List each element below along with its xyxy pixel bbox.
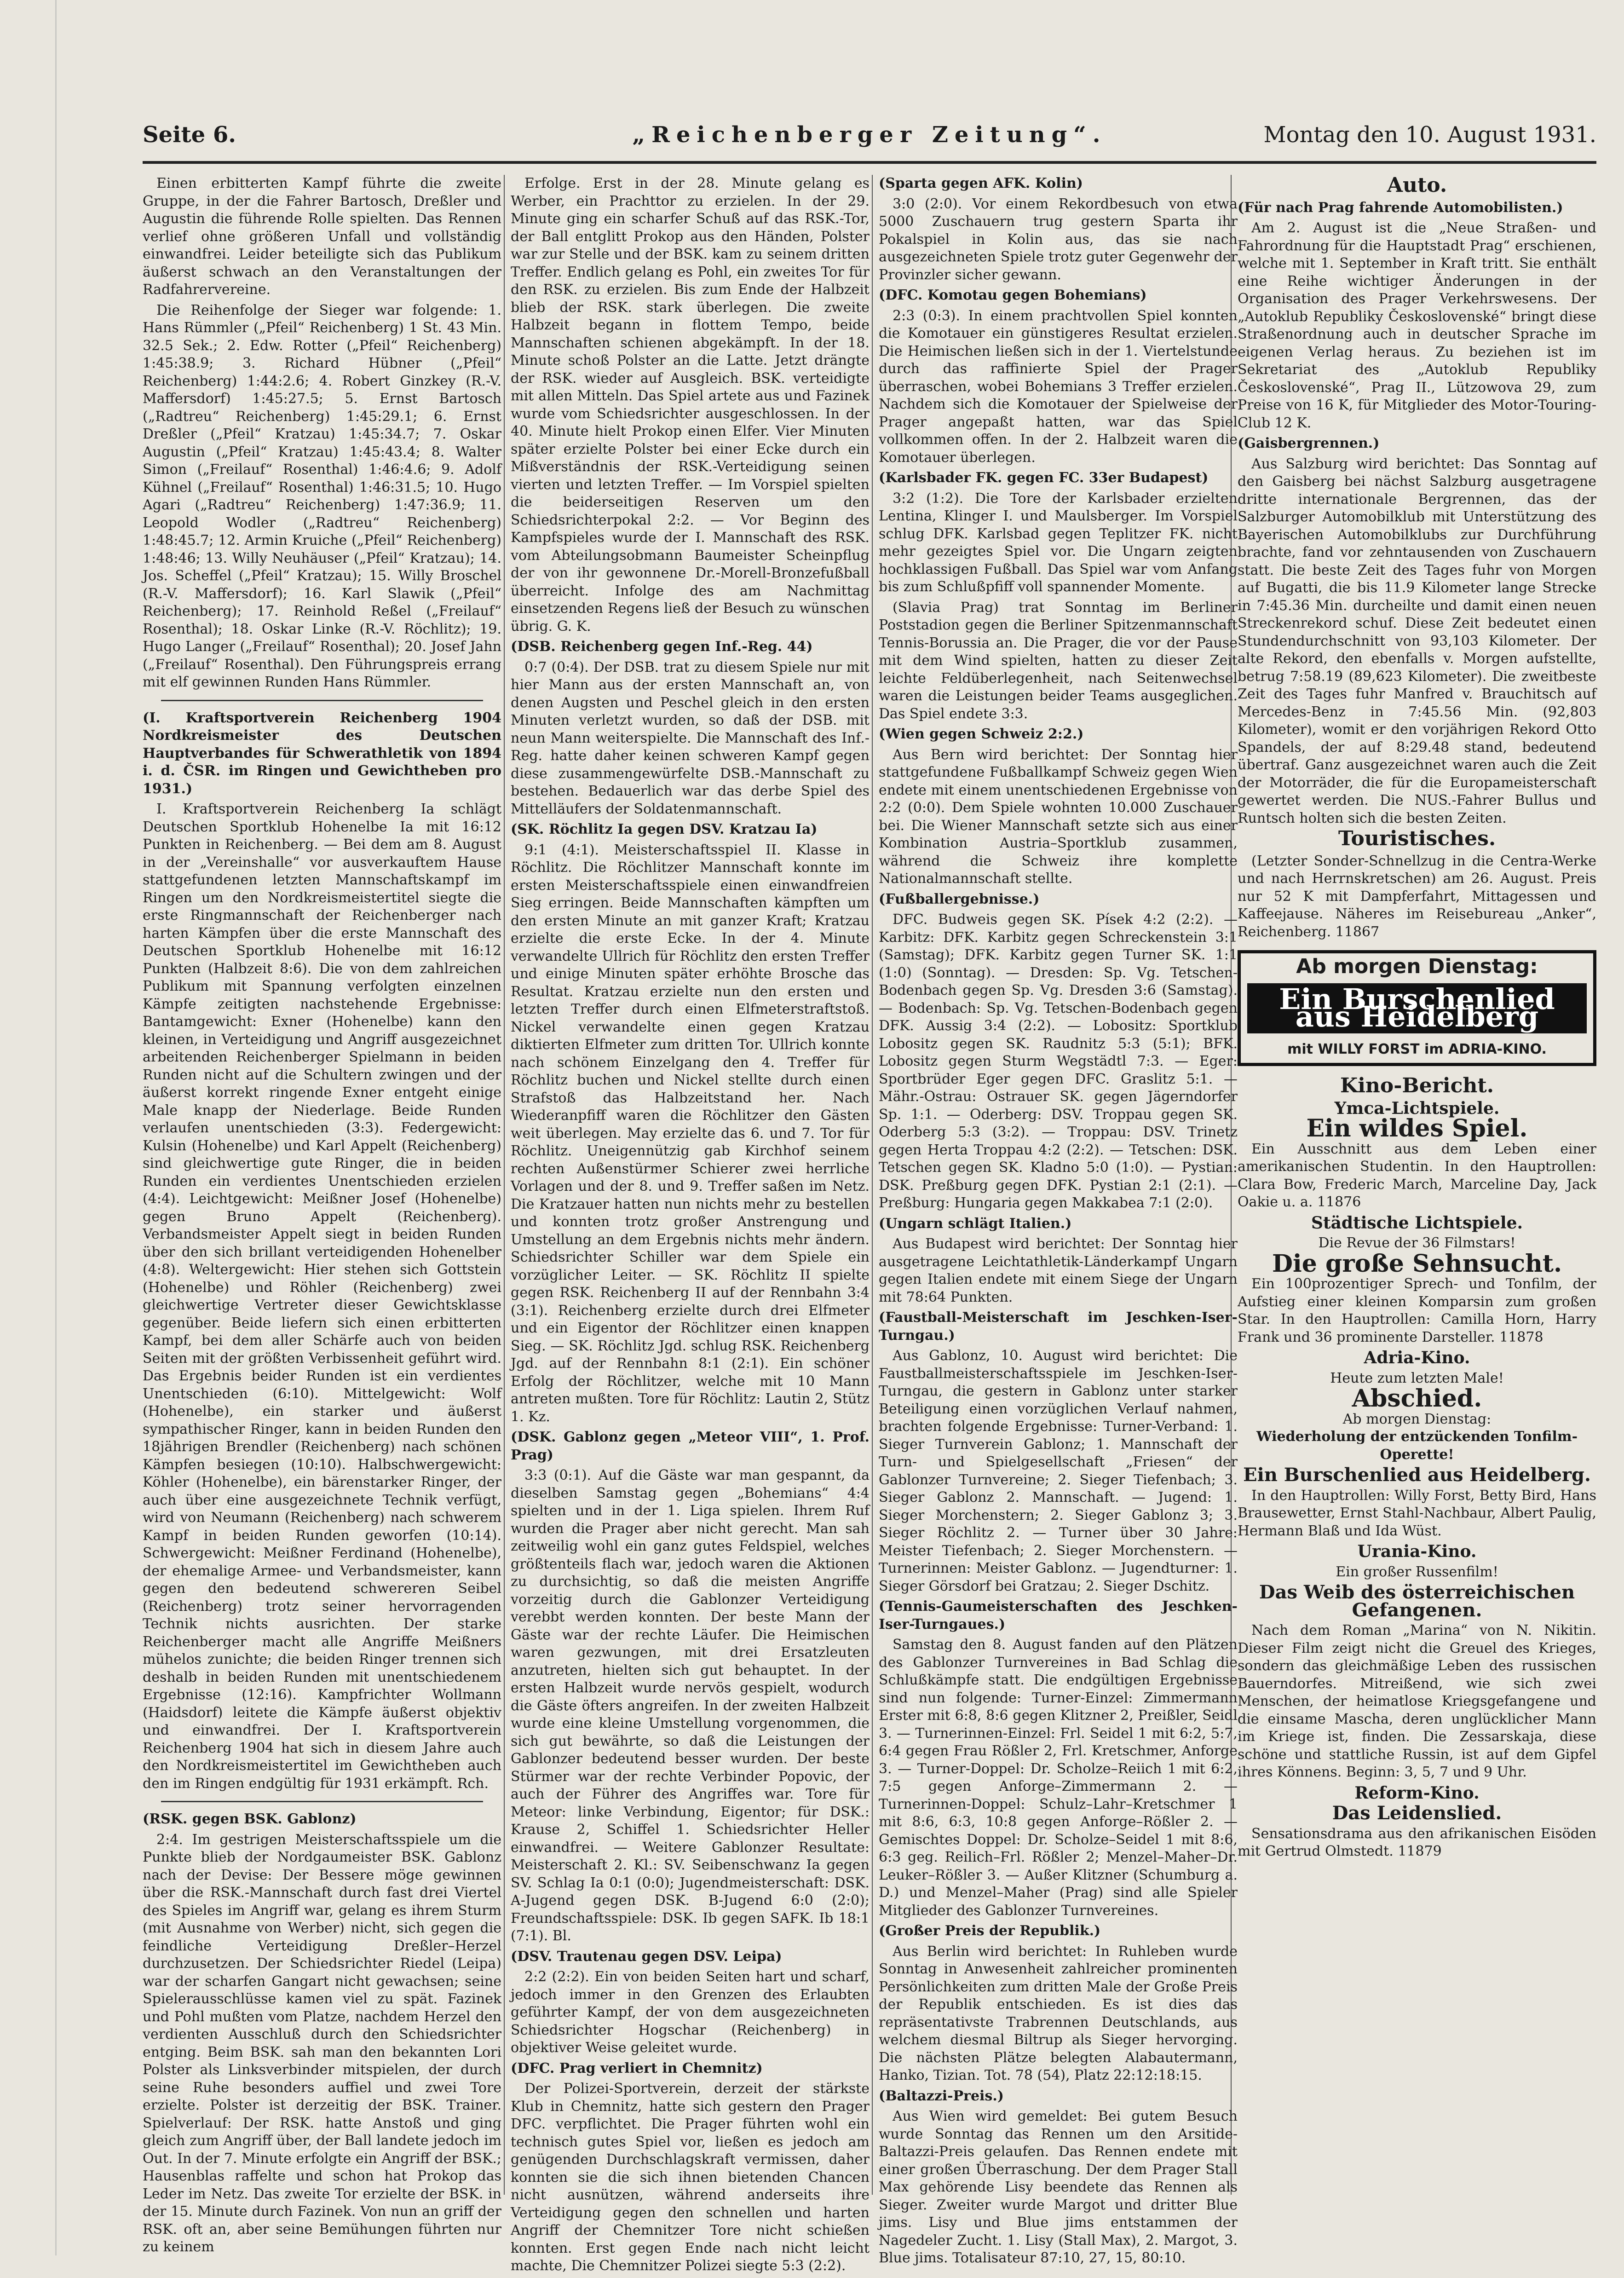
article-paragraph: Aus Bern wird berichtet: Der Sonntag hier stattgefundene Fußballkampf Schweiz gegen Wien endete mit einem unentschiedenen Ergebnisse von 2:2 (0:0). Dem Spiele wohnten 10.000 Zuschauer bei. Die Wiener Mannschaft setzte sich aus einer Kombination Austria–Sportklub zusammen, während die Schweiz ihre komplette Nationalmannschaft stellte. (879, 746, 1238, 887)
section-title-kino: Kino-Bericht. (1340, 1074, 1494, 1097)
column-1 (143, 175, 501, 2259)
article-heading: (Großer Preis der Republik.) (879, 1923, 1101, 1939)
film-description: Ein Ausschnitt aus dem Leben einer amerikanischen Studentin. In den Hauptrollen: Clara Bow, Frederic March, Marceline Day, Jack Oakie u. a. 11876 (1238, 1141, 1596, 1210)
article-heading: (Wien gegen Schweiz 2:2.) (879, 726, 1084, 742)
article-paragraph: 3:3 (0:1). Auf die Gäste war man gespannt, da dieselben Samstag gegen „Bohemians“ 4:4 spielten und in der 1. Liga spielen. Ihrem Ruf wurden die Prager aber nicht gerecht. Man sah zeitweilig wohl ein ganz gutes Feldspiel, welches größtenteils flach war, jedoch waren die Aktionen zu durchsichtig, so daß die meisten Angriffe vorzeitig durch die Gablonzer Verteidigung verebbt werden konnten. Der beste Mann der Gäste war der rechte Läufer. Die Heimischen waren gezwungen, mit drei Ersatzleuten anzutreten, hielten sich gut behauptet. In der ersten Halbzeit wurde nervös gespielt, wodurch die Gäste öfters angreifen. In der zweiten Halbzeit wurde eine kleine Umstellung vorgenommen, die sich gut bewährte, so daß die Leistungen der Gablonzer bedeutend besser wurden. Der beste Stürmer war der rechte Verbinder Popovic, der auch der Führer des Angriffes war. Tore für Meteor: linke Verbindung, Eigentor; für DSK.: Krause 2, Schiffel 1. Schiedsrichter Heller einwandfrei. — Weitere Gablonzer Resultate: Meisterschaft 2. Kl.: SV. Seibenschwanz Ia gegen SV. Schlag Ia 0:1 (0:0); Jugendmeisterschaft: DSK. A-Jugend gegen DSK. B-Jugend 6:0 (2:0); Freundschaftsspiele: DSK. Ib gegen SAFK. Ib 18:1 (7:1). Bl. (511, 1467, 870, 1944)
article-divider (161, 700, 483, 701)
film-title: Abschied. (1352, 1384, 1482, 1413)
article-paragraph: Aus Budapest wird berichtet: Der Sonntag hier ausgetragene Leichtathletik-Länderkampf Ungarn gegen Italien endete mit einem Siege der Ungarn mit 78:64 Punkten. (879, 1236, 1238, 1305)
column-divider (872, 175, 873, 2195)
page-label: Seite 6. (143, 122, 236, 148)
section-title-touristisches: Touristisches. (1338, 827, 1496, 850)
article-heading: (I. Kraftsportverein Reichenberg 1904 Nordkreismeister des Deutschen Hauptverbandes für Schwerathletik von 1894 i. d. ČSR. im Ringen und Gewichtheben pro 1931.) (143, 709, 501, 797)
ad-headline: Ab morgen Dienstag: (1296, 955, 1538, 978)
article-paragraph: (Letzter Sonder-Schnellzug in die Centra-Werke und nach Herrnskretschen) am 26. August. Preis nur 52 K mit Dampferfahrt, Mittagessen und Kaffeejause. Näheres im Reisebureau „Anker“, Reichenberg. 11867 (1238, 853, 1596, 940)
article-heading: (Sparta gegen AFK. Kolin) (879, 175, 1083, 191)
article-paragraph: 3:0 (2:0). Vor einem Rekordbesuch von etwa 5000 Zuschauern trug gestern Sparta ihr Pokalspiel in Kolin aus, das sie nach ausgezeichneten Spiele trotz guter Gegenwehr der Provinzler sicher gewann. (879, 196, 1238, 283)
article-paragraph: Am 2. August ist die „Neue Straßen- und Fahrordnung für die Hauptstadt Prag“ erschienen, welche mit 1. September in Kraft tritt. Sie enthält eine Reihe wichtiger Änderungen in der Organisation des Prager Verkehrswesens. Der „Autoklub Republiky Československé“ bringt diese Straßenordnung auch in deutscher Sprache im eigenen Verlag heraus. Zu beziehen ist im Sekretariat des „Autoklub Republiky Československé“, Prag II., Lützowova 29, zum Preise von 16 K, für Mitglieder des Motor-Touring-Club 12 K. (1238, 220, 1596, 431)
article-paragraph: Einen erbitterten Kampf führte die zweite Gruppe, in der die Fahrer Bartosch, Dreßler und Augustin die führende Rolle spielten. Das Rennen verlief ohne größeren Unfall und vollständig einwandfrei. Leider beteiligte sich das Publikum äußerst schwach an den Veranstaltungen der Radfahrervereine. (143, 175, 501, 298)
article-heading: (DSK. Gablonz gegen „Meteor VIII“, 1. Prof. Prag) (511, 1429, 870, 1463)
article-paragraph: Samstag den 8. August fanden auf den Plätzen des Gablonzer Turnvereines in Bad Schlag die Schlußkämpfe statt. Die endgültigen Ergebnisse sind nun folgende: Turner-Einzel: Zimmermann Erster mit 6:8, 8:6 gegen Klitzner 2, Preißler, Seidl 3. — Turnerinnen-Einzel: Frl. Seidel 1 mit 6:2, 5:7, 6:4 gegen Frau Rößler 2, Frl. Kretschmer, Anforge 3. — Turner-Doppel: Dr. Scholze–Reiich 1 mit 6:2, 7:5 gegen Anforge–Zimmermann 2. — Turnerinnen-Doppel: Schulz–Lahr–Kretschmer 1 mit 8:6, 6:3, 10:8 gegen Anforge–Rößler 2. — Gemischtes Doppel: Dr. Scholze–Seidel 1 mit 8:6, 6:3 geg. Reilich–Frl. Rößler 2; Menzel–Maher–Dr. Leuker–Rößler 3. — Außer Klitzner (Schumburg a. D.) und Menzel–Maher (Prag) sind alle Spieler Mitglieder des Gablonzer Turnvereines. (879, 1637, 1238, 1919)
article-heading: (DFC. Komotau gegen Bohemians) (879, 287, 1147, 303)
article-heading: (DSV. Trautenau gegen DSV. Leipa) (511, 1948, 782, 1965)
article-paragraph: Erfolge. Erst in der 28. Minute gelang es Werber, ein Prachttor zu erzielen. In der 29. Minute ging ein scharfer Schuß auf das RSK.-Tor, der Ball entglitt Prokop aus den Händen, Polster war zur Stelle und der BSK. kam zu seinem dritten Treffer. Endlich gelang es Pohl, ein zweites Tor für den RSK. zu erzielen. Bis zum Ende der Halbzeit blieb der RSK. stark überlegen. Die zweite Halbzeit begann in flottem Tempo, beide Mannschaften schienen abgekämpft. In der 18. Minute schoß Polster an die Latte. Jetzt drängte der RSK. wieder auf Ausgleich. BSK. verteidigte mit allen Mitteln. Das Spiel artete aus und Fazinek wurde vom Schiedsrichter ausgeschlossen. In der 40. Minute hielt Prokop einen Elfer. Vier Minuten später erzielte Polster bei einer Ecke durch ein Mißverständnis der RSK.-Verteidigung seinen vierten und letzten Treffer. — Im Vorspiel spielten die beiderseitigen Reserven um den Schiedsrichterpokal 2:2. — Vor Beginn des Kampfspieles wurde der I. Mannschaft des RSK. vom Abteilungsobmann Baumeister Scheinpflug der von ihr gewonnene Dr.-Morell-Bronzefußball überreicht. Infolge des am Nachmittag einsetzenden Regens ließ der Besuch zu wünschen übrig. G. K. (511, 175, 870, 634)
ad-footer: mit WILLY FORST im ADRIA-KINO. (1287, 1041, 1547, 1057)
film-description: Nach dem Roman „Marina“ von N. Nikitin. Dieser Film zeigt nicht die Greuel des Krieges, sondern das gleichmäßige Leben des russischen Bauerndorfes. Mitreißend, wie sich zwei Menschen, der heimatlose Kriegsgefangene und die einsame Mascha, deren unglücklicher Mann im Kriege ist, finden. Die Zessarskaja, diese schöne und stattliche Russin, ist auf dem Gipfel ihres Könnens. Beginn: 3, 5, 7 und 9 Uhr. (1238, 1622, 1596, 1780)
article-divider (161, 1801, 483, 1802)
article-heading: (Baltazzi-Preis.) (879, 2088, 1004, 2104)
article-paragraph: 9:1 (4:1). Meisterschaftsspiel II. Klasse in Röchlitz. Die Röchlitzer Mannschaft konnte im ersten Meisterschaftsspiele einen einwandfreien Sieg erringen. Beide Mannschaften kämpften um den ersten Minute an mit ganzer Kraft; Kratzau erzielte die erste Ecke. In der 4. Minute verwandelte Ullrich für Röchlitz den ersten Treffer und einige Minuten später erhöhte Brosche das Resultat. Kratzau erzielte nun den ersten und letzten Treffer durch einen Elfmeterstraftstoß. Nickel verwandelte einen gegen Kratzau diktierten Elfmeter zum dritten Tor. Ullrich konnte nach schönem Einzelgang den 4. Treffer für Röchlitz buchen und Nickel stellte durch einen Strafstoß das Halbzeitstand her. Nach Wiederanpfiff waren die Röchlitzer den Gästen weit überlegen. May erzielte das 6. und 7. Tor für Röchlitz. Uneigennützig gab Kirchhof seinem rechten Außenstürmer Schierer zwei herrliche Vorlagen und der 8. und 9. Treffer saßen im Netz. Die Kratzauer hatten nun nichts mehr zu bestellen und konnten trotz großer Anstrengung und Umstellung an dem Ergebnis nichts mehr ändern. Schiedsrichter Schiller war dem Spiele ein vorzüglicher Leiter. — SK. Röchlitz II spielte gegen RSK. Reichenberg II auf der Rennbahn 3:4 (3:1). Reichenberg erzielte durch drei Elfmeter und ein Eigentor der Röchlitzer einen knappen Sieg. — SK. Röchlitz Jgd. schlug RSK. Reichenberg Jgd. auf der Rennbahn 8:1 (2:1). Ein schöner Erfolg der Röchlitzer, welche mit 10 Mann antreten mußten. Tore für Röchlitz: Lautin 2, Stütz 1. Kz. (511, 842, 870, 1425)
film-subtitle: Heute zum letzten Male! (1330, 1370, 1504, 1386)
article-paragraph: 2:4. Im gestrigen Meisterschaftsspiele um die Punkte blieb der Nordgaumeister BSK. Gablonz nach der Devise: Der Bessere möge gewinnen über die RSK.-Mannschaft durch fast drei Viertel des Spieles im Angriff war, gelang es ihrem Sturm (mit Ausnahme von Werber) nicht, sich gegen die feindliche Verteidigung Dreßler–Herzel durchzusetzen. Der Schiedsrichter Riedel (Leipa) war der scharfen Gangart nicht gewachsen; seine Spielerausschlüsse kamen viel zu spät. Fazinek und Pohl mußten vom Platze, nachdem Herzel den verdienten Ausschluß durch den Schiedsrichter entging. Beim BSK. sah man den bekannten Lori Polster als Linksverbinder mitspielen, der durch seine Ruhe besonders auffiel und zwei Tore erzielte. Polster ist derzeitig der BSK. Trainer. Spielverlauf: Der RSK. hatte Anstoß und ging gleich zum Angriff über, der Ball landete jedoch im Out. In der 7. Minute erfolgte ein Angriff der BSK.; Hausenblas raffelte und schon hat Prokop das Leder im Netz. Das zweite Tor erzielte der BSK. in der 15. Minute durch Fazinek. Von nun an griff der RSK. oft an, aber seine Bemühungen führten nur zu keinem (143, 1831, 501, 2255)
article-paragraph: 3:2 (1:2). Die Tore der Karlsbader erzielten Lentina, Klinger I. und Maulsberger. Im Vorspiel schlug DFK. Karlsbad gegen Teplitzer FK. nicht mehr gezeigtes Spiel vor. Die Ungarn zeigten hochklassigen Fußball. Das Spiel war vom Anfang bis zum Schlußpfiff voll spannender Momente. (879, 490, 1238, 595)
article-paragraph: 0:7 (0:4). Der DSB. trat zu diesem Spiele nur mit hier Mann aus der ersten Mannschaft an, von denen Augsten und Peschel gleich in den ersten Minuten verletzt wurden, so daß der DSB. mit neun Mann weiterspielte. Die Mannschaft des Inf.-Reg. hatte daher keinen schweren Kampf gegen diese zusammengewürfelte DSB.-Mannschaft zu bestehen. Bedauerlich war das derbe Spiel des Mittelläufers der Soldatenmannschaft. (511, 659, 870, 817)
cinema-advertisement (1238, 950, 1596, 1066)
film-description: Ein 100prozentiger Sprech- und Tonfilm, der Aufstieg einer kleinen Komparsin zum großen Star. In den Hauptrollen: Camilla Horn, Harry Frank und 36 prominente Darsteller. 11878 (1238, 1276, 1596, 1345)
column-2 (511, 175, 870, 2278)
article-heading: (Karlsbader FK. gegen FC. 33er Budapest) (879, 470, 1209, 486)
cinema-name: Ymca-Lichtspiele. (1334, 1098, 1500, 1118)
film-subtitle: Ab morgen Dienstag: (1342, 1411, 1492, 1427)
article-heading: (Fußballergebnisse.) (879, 891, 1040, 907)
film-title: Das Weib des österreichischen Gefangenen. (1259, 1581, 1575, 1621)
page-header (143, 122, 1596, 159)
article-paragraph: Aus Salzburg wird berichtet: Das Sonntag auf den Gaisberg bei nächst Salzburg ausgetragene dritte internationale Bergrennen, das der Salzburger Automobilklub mit Unterstützung des Bayerischen Automobilklubs zur Durchführung brachte, fand vor zehntausenden von Zuschauern statt. Die beste Zeit des Tages fuhr von Morgen auf Bugatti, die bis 11.9 Kilometer lange Strecke in 7:45.36 Min. durcheilte und damit einen neuen Streckenrekord schuf. Diese Zeit bedeutet einen Stundendurchschnitt von 93,103 Kilometer. Der alte Rekord, den ebenfalls v. Morgen aufstellte, betrug 7:58.19 (89,623 Kilometer). Die zweitbeste Zeit des Tages fuhr Manfred v. Brauchitsch auf Mercedes-Benz in 7:45.56 Min. (92,803 Kilometer), womit er den vorjährigen Rekord Otto Spandels, der auf 8:29.48 stand, bedeutend übertraf. Ganz ausgezeichnet waren auch die Zeit der Motorräder, die für die Europameisterschaft gewertet werden. Die NUS.-Fahrer Bullus und Runtsch holten sich die besten Zeiten. (1238, 456, 1596, 826)
article-heading: (DFC. Prag verliert in Chemnitz) (511, 2060, 763, 2076)
article-paragraph: 2:2 (2:2). Ein von beiden Seiten hart und scharf, jedoch immer in den Grenzen des Erlaubten geführter Kampf, der von dem ausgezeichneten Schiedsrichter Hogschar (Reichenberg) in objektiver Weise geleitet wurde. (511, 1969, 870, 2056)
cinema-name: Reform-Kino. (1354, 1783, 1480, 1803)
article-heading: (Für nach Prag fahrende Automobilisten.) (1238, 199, 1563, 216)
film-title: Das Leidenslied. (1332, 1802, 1502, 1824)
cinema-name: Urania-Kino. (1357, 1542, 1477, 1561)
article-heading: (Tennis-Gaumeisterschaften des Jeschken-Iser-Turngaues.) (879, 1598, 1238, 1632)
film-subtitle: Wiederholung der entzückenden Tonfilm-Operette! (1256, 1429, 1578, 1463)
article-heading: (Faustball-Meisterschaft im Jeschken-Iser-Turngau.) (879, 1309, 1238, 1344)
film-subtitle: Die Revue der 36 Filmstars! (1318, 1235, 1516, 1251)
film-subtitle: Ein großer Russenfilm! (1336, 1563, 1498, 1580)
paper-name: „Reichenberger Zeitung“. (632, 122, 1107, 148)
article-paragraph: Aus Wien wird gemeldet: Bei gutem Besuch wurde Sonntag das Rennen um den Arsitide-Baltazzi-Preis gelaufen. Das Rennen endete mit einer großen Überraschung. Der dem Prager Stall Max gehörende Lisy beendete das Rennen als Sieger. Zweiter wurde Margot und dritter Blue jims. Lisy und Blue jims entstammen der Nagedeler Zucht. 1. Lisy (Stall Max), 2. Margot, 3. Blue jims. Totalisateur 87:10, 27, 15, 80:10. (879, 2108, 1238, 2266)
issue-date: Montag den 10. August 1931. (1263, 122, 1596, 148)
article-paragraph: Der Polizei-Sportverein, derzeit der stärkste Klub in Chemnitz, hatte sich gestern den Prager DFC. verpflichtet. Die Prager führten wohl ein technisch gutes Spiel vor, ließen es jedoch am genügenden Durchschlagskraft vermissen, daher konnten sie die sich ihnen bietenden Chancen nicht ausnützen, während anderseits ihre Verteidigung gegen den schnellen und harten Angriff der Chemnitzer Tore nicht schießen konnten. Erst gegen Ende nach nicht leicht machte, Die Chemnitzer Polizei siegte 5:3 (2:2). (511, 2081, 870, 2274)
column-divider (504, 175, 505, 2195)
film-description: In den Hauptrollen: Willy Forst, Betty Bird, Hans Brausewetter, Ernst Stahl-Nachbaur, Albert Paulig, Hermann Blaß und Ida Wüst. (1238, 1487, 1596, 1539)
film-title: Ein Burschenlied aus Heidelberg. (1243, 1464, 1591, 1486)
article-heading: (Gaisbergrennen.) (1238, 435, 1380, 451)
section-title-auto: Auto. (1387, 173, 1447, 197)
film-description: Sensationsdrama aus den afrikanischen Eisöden mit Gertrud Olmstedt. 11879 (1238, 1825, 1596, 1859)
article-paragraph: DFC. Budweis gegen SK. Písek 4:2 (2:2). — Karbitz: DFK. Karbitz gegen Schreckenstein 3:1 (Samstag); DFK. Karbitz gegen Turner SK. 1:1 (1:0) (Sonntag). — Dresden: Sp. Vg. Tetschen-Bodenbach gegen Sp. Vg. Dresden 3:6 (Samstag). — Bodenbach: Sp. Vg. Tetschen-Bodenbach gegen DFK. Aussig 3:4 (2:2). — Lobositz: Sportklub Lobositz gegen SK. Raudnitz 5:3 (5:1); BFK. Lobositz gegen Sturm Wegstädtl 7:3. — Eger: Sportbrüder Eger gegen DFC. Graslitz 5:1. — Mähr.-Ostrau: Ostrauer SK. gegen Jägerndorfer Sp. 1:1. — Oderberg: DSV. Troppau gegen SK. Oderberg 5:3 (3:2). — Troppau: DSV. Trinetz gegen Herta Troppau 4:2 (2:2). — Tetschen: DSK. Tetschen gegen SK. Kladno 5:0 (1:0). — Pystian: DSK. Preßburg gegen DFK. Pystian 2:1 (2:1). — Preßburg: Hungaria gegen Makkabea 7:1 (2:0). (879, 911, 1238, 1211)
cinema-name: Städtische Lichtspiele. (1311, 1213, 1523, 1233)
scan-edge (55, 0, 57, 2255)
article-paragraph: (Slavia Prag) trat Sonntag im Berliner Poststadion gegen die Berliner Spitzenmannschaft Tennis-Borussia an. Die Prager, die vor der Pause mit dem Wind spielten, hatten zu dieser Zeit leichte Feldüberlegenheit, nach Seitenwechsel waren die Leistungen beider Teams ausgeglichen. Das Spiel endete 3:3. (879, 599, 1238, 722)
article-paragraph: Die Reihenfolge der Sieger war folgende: 1. Hans Rümmler („Pfeil“ Reichenberg) 1 St. 43 Min. 32.5 Sek.; 2. Edw. Rotter („Pfeil“ Reichenberg) 1:45:38.9; 3. Richard Hübner („Pfeil“ Reichenberg) 1:44:2.6; 4. Robert Ginzkey (R.-V. Maffersdorf) 1:45:27.5; 5. Ernst Bartosch („Radtreu“ Reichenberg) 1:45:29.1; 6. Ernst Dreßler („Pfeil“ Kratzau) 1:45:34.7; 7. Oskar Augustin („Pfeil“ Kratzau) 1:45:43.4; 8. Walter Simon („Freilauf“ Rosenthal) 1:46:4.6; 9. Adolf Kühnel („Freilauf“ Rosenthal) 1:46:31.5; 10. Hugo Agari („Radtreu“ Reichenberg) 1:47:36.9; 11. Leopold Wodler („Radtreu“ Reichenberg) 1:48:45.7; 12. Armin Kruiche („Pfeil“ Reichenberg) 1:48:46; 13. Willy Neuhäuser („Pfeil“ Kratzau); 14. Jos. Scheffel („Pfeil“ Kratzau); 15. Willy Broschel (R.-V. Maffersdorf); 16. Karl Slawik („Pfeil“ Reichenberg); 17. Reinhold Reßel („Freilauf“ Rosenthal); 18. Oskar Linke (R.-V. Röchlitz); 19. Hugo Langer („Freilauf“ Rosenthal); 20. Josef Jahn („Freilauf“ Rosenthal). Den Führungspreis errang mit elf gewinnen Runden Hans Rümmler. (143, 302, 501, 690)
article-paragraph: I. Kraftsportverein Reichenberg Ia schlägt Deutschen Sportklub Hohenelbe Ia mit 16:12 Punkten in Reichenberg. — Bei dem am 8. August in der „Vereinshalle“ vor ausverkauftem Hause stattgefundenen letzten Mannschaftskampf im Ringen um den Nordkreismeistertitel siegte die erste Ringmannschaft der Reichenberger nach harten Kämpfen über die erste Mannschaft des Deutschen Sportklub Hohenelbe mit 16:12 Punkten (Halbzeit 8:6). Die von dem zahlreichen Publikum mit Spannung verfolgten einzelnen Kämpfe zeitigten nachstehende Ergebnisse: Bantamgewicht: Exner (Hohenelbe) kann den kleinen, in Verteidigung und Angriff ausgezeichnet arbeitenden Reichenberger Spielmann in beiden Runden nicht auf die Schultern zwingen und der äußerst korrekt ringende Exner entgeht einige Male knapp der Niederlage. Beide Runden verlaufen unentschieden (3:3). Federgewicht: Kulsin (Hohenelbe) und Karl Appelt (Reichenberg) sind gleichwertige gute Ringer, die in beiden Runden ein verdientes Unentschieden erzielen (4:4). Leichtgewicht: Meißner Josef (Hohenelbe) gegen Bruno Appelt (Reichenberg). Verbandsmeister Appelt siegt in beiden Runden über den sich brillant verteidigenden Hohenelber (4:8). Weltergewicht: Hier stehen sich Gottstein (Hohenelbe) und Röhler (Reichenberg) zwei gleichwertige Vertreter dieser Gewichtsklasse gegenüber. Beide liefern sich einen erbitterten Kampf, bei dem aller Schärfe auch von beiden Seiten mit der größten Verbissenheit geführt wird. Das Ergebnis beider Runden ist ein verdientes Unentschieden (6:10). Mittelgewicht: Wolf (Hohenelbe), ein starker und äußerst sympathischer Ringer, kann in beiden Runden den 18jährigen Brendler (Reichenberg) nach schönen Kämpfen besiegen (10:10). Halbschwergewicht: Köhler (Hohenelbe), ein bärenstarker Ringer, der auch über eine ausgezeichnete Technik verfügt, wird von Neumann (Reichenberg) nach schwerem Kampf in beiden Runden geworfen (10:14). Schwergewicht: Meißner Ferdinand (Hohenelbe), der ehemalige Armee- und Verbandsmeister, kann gegen den bedeutend schwereren Seibel (Reichenberg) trotz seiner hervorragenden Technik nichts ausrichten. Der starke Reichenberger macht alle Angriffe Meißners mühelos zunichte; die beiden Ringer trennen sich deshalb in beiden Runden mit unentschiedenem Ergebnisse (12:16). Kampfrichter Wollmann (Haidsdorf) leitete die Kämpfe äußerst objektiv und einwandfrei. Der I. Kraftsportverein Reichenberg 1904 hat sich in diesem Jahre auch den Nordkreismeistertitel im Gewichtheben auch den im Ringen endgültig für 1931 erkämpft. Rch. (143, 801, 501, 1792)
column-4 (1238, 175, 1596, 1863)
film-title: Ein wildes Spiel. (1306, 1114, 1528, 1142)
ad-banner: Ein Burschenlied aus Heidelberg (1247, 983, 1587, 1033)
article-paragraph: 2:3 (0:3). In einem prachtvollen Spiel konnten die Komotauer ein günstigeres Resultat erzielen. Die Heimischen ließen sich in der 1. Viertelstunde durch das raffinierte Spiel der Prager überraschen, wobei Bohemians 3 Treffer erzielen. Nachdem sich die Komotauer der Spielweise der Prager angepaßt hatten, war das Spiel vollkommen offen. In der 2. Halbzeit waren die Komotauer überlegen. (879, 307, 1238, 466)
article-heading: (SK. Röchlitz Ia gegen DSV. Kratzau Ia) (511, 821, 818, 837)
article-paragraph: Aus Gablonz, 10. August wird berichtet: Die Faustballmeisterschaftsspiele im Jeschken-Iser-Turngau, die gestern in Gablonz unter starker Beteiligung einen vorzüglichen Verlauf nahmen, brachten folgende Ergebnisse: Turner-Verband: 1. Sieger Turnverein Gablonz; 1. Mannschaft der Turn- und Spielgesellschaft „Friesen“ der Gablonzer Turnvereine; 2. Sieger Tiefenbach; 3. Sieger Gablonz 2. Mannschaft. — Jugend: 1. Sieger Morchenstern; 2. Sieger Gablonz 3; 3. Sieger Röchlitz 2. — Turner über 30 Jahre: Meister Tiefenbach; 2. Sieger Morchenstern. — Turnerinnen: Meister Gablonz. — Jugendturner: 1. Sieger Görsdorf bei Gratzau; 2. Sieger Dschitz. (879, 1348, 1238, 1594)
header-rule (143, 161, 1596, 164)
article-heading: (Ungarn schlägt Italien.) (879, 1215, 1072, 1232)
column-3 (879, 175, 1238, 2270)
article-heading: (DSB. Reichenberg gegen Inf.-Reg. 44) (511, 639, 813, 655)
cinema-name: Adria-Kino. (1364, 1348, 1470, 1367)
film-title: Die große Sehnsucht. (1272, 1249, 1562, 1278)
article-paragraph: Aus Berlin wird berichtet: In Ruhleben wurde Sonntag in Anwesenheit zahlreicher prominenten Persönlichkeiten zum dritten Male der Große Preis der Republik entschieden. Es ist dies das repräsentativste Trabrennen Deutschlands, aus welchem diesmal Biltrup als Sieger hervorging. Die nächsten Plätze belegten Alabautermann, Hanko, Tizian. Tot. 78 (54), Platz 22:12:18:15. (879, 1943, 1238, 2083)
article-heading: (RSK. gegen BSK. Gablonz) (143, 1811, 357, 1827)
